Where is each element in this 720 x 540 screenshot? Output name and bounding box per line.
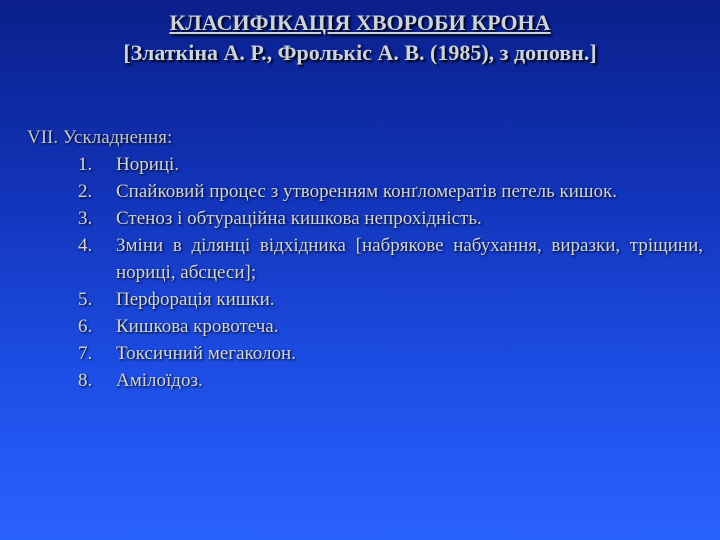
list-item <box>27 340 703 367</box>
slide-title <box>0 8 720 68</box>
list-item-text: Нориці. <box>116 154 180 175</box>
list-item-text: Зміни в ділянці відхідника [набрякове набухання, виразки, тріщини, нориці, абсцеси]; <box>116 235 703 283</box>
list-item-number: 5. <box>78 289 93 310</box>
complications-list <box>27 151 703 394</box>
list-item-text: Амілоїдоз. <box>116 370 203 391</box>
list-item-number: 7. <box>78 343 93 364</box>
list-item <box>27 205 703 232</box>
list-item <box>27 367 703 394</box>
list-item-text: Стеноз і обтураційна кишкова непрохідність. <box>116 208 482 229</box>
list-item-text: Кишкова кровотеча. <box>116 316 279 337</box>
slide-title-source: [Златкіна А. Р., Фролькіс А. В. (1985), з доповн.] <box>123 40 597 65</box>
list-item-number: 2. <box>78 181 93 202</box>
slide-content <box>27 124 703 394</box>
list-item <box>27 232 703 286</box>
list-item <box>27 178 703 205</box>
slide-title-main: КЛАСИФІКАЦІЯ ХВОРОБИ КРОНА <box>169 10 551 35</box>
list-item <box>27 151 703 178</box>
list-item-number: 6. <box>78 316 93 337</box>
section-heading: VII. Ускладнення: <box>27 127 173 148</box>
list-item-number: 3. <box>78 208 93 229</box>
list-item <box>27 313 703 340</box>
list-item-text: Спайковий процес з утворенням конґломератів петель кишок. <box>116 181 618 202</box>
list-item-text: Токсичний мегаколон. <box>116 343 296 364</box>
list-item-number: 8. <box>78 370 93 391</box>
list-item <box>27 286 703 313</box>
list-item-number: 4. <box>78 235 93 256</box>
list-item-text: Перфорація кишки. <box>116 289 275 310</box>
list-item-number: 1. <box>78 154 93 175</box>
